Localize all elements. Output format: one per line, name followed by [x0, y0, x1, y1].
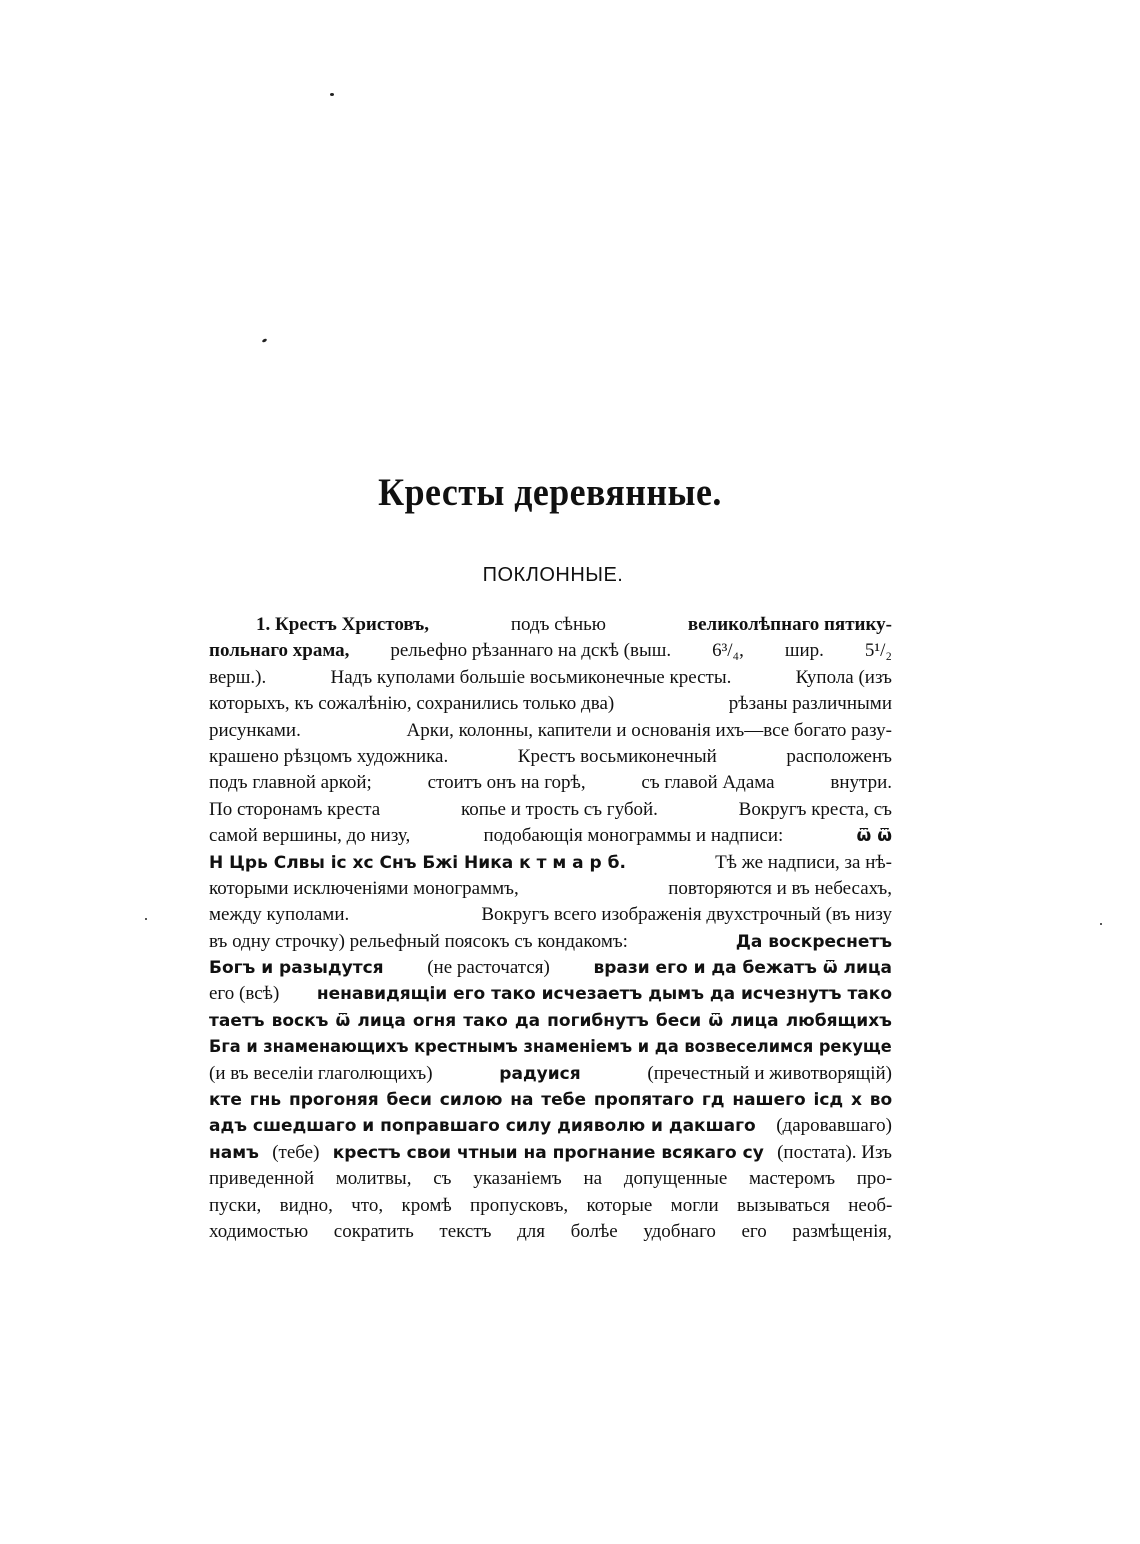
text-run: (постата). Изъ — [777, 1141, 892, 1163]
text-line — [209, 665, 892, 691]
text-run: расположенъ — [786, 745, 892, 767]
scan-speck — [330, 93, 334, 96]
text-run: польнаго храма, — [209, 640, 350, 662]
text-run: рисунками. — [209, 719, 301, 741]
text-run: крестъ свои чтныи на прогнание всякаго су — [332, 1142, 764, 1163]
text-run: подъ главной аркой; — [209, 772, 372, 794]
page-title: Кресты деревянные. — [378, 471, 722, 514]
text-run: самой вершины, до низу, — [209, 825, 411, 847]
body-text — [209, 612, 892, 1245]
text-run: (даровавшаго) — [776, 1115, 892, 1137]
text-run: (пречестный и животворящій) — [647, 1062, 892, 1084]
text-run: которыми исключеніями монограммъ, — [209, 877, 519, 899]
text-run: ненавидящіи его тако исчезаетъ дымъ да исчезнутъ тако — [316, 984, 892, 1005]
text-line — [209, 823, 892, 849]
text-run: радуися — [499, 1063, 581, 1084]
text-run: рельефно рѣзаннаго на дскѣ (выш. — [390, 640, 672, 662]
text-run: его (всѣ) — [209, 983, 280, 1005]
text-line — [209, 638, 892, 664]
text-run: въ одну строчку) рельефный поясокъ съ кондакомъ: — [209, 930, 628, 952]
text-line — [209, 1166, 892, 1192]
text-run: подъ сѣнью — [510, 614, 606, 635]
text-run: намъ — [209, 1142, 259, 1163]
text-line — [209, 744, 892, 770]
text-run: 6³/₄, — [712, 640, 744, 662]
text-line — [209, 1061, 892, 1087]
text-line — [209, 929, 892, 955]
text-run: ходимостью сократить текстъ для болѣе удобнаго его размѣщенія, — [209, 1220, 892, 1242]
text-line — [209, 770, 892, 796]
text-run: (не расточатся) — [427, 957, 550, 979]
text-line — [209, 1193, 892, 1219]
text-run: внутри. — [830, 772, 892, 794]
text-run: шир. — [784, 640, 824, 662]
text-line — [209, 1219, 892, 1245]
text-run: Вокругъ креста, съ — [738, 798, 892, 820]
text-run: (тебе) — [272, 1141, 320, 1163]
text-run: 5¹/₂ — [864, 640, 892, 662]
text-run: стоитъ онъ на горѣ, — [427, 772, 586, 794]
text-run: 1. Крестъ Христовъ, — [256, 614, 429, 635]
text-line — [209, 612, 892, 638]
text-run: пуски, видно, что, кромѣ пропусковъ, которые могли вызываться необ- — [209, 1194, 893, 1216]
text-run: между куполами. — [209, 904, 350, 926]
text-line — [209, 850, 892, 876]
section-heading: ПОКЛОННЫЕ. — [482, 564, 624, 586]
text-run: таетъ воскъ ѿ лица огня тако да погибнутъ беси ѿ лица любящихъ — [209, 1010, 892, 1031]
text-run: (и въ веселіи глаголющихъ) — [209, 1062, 433, 1084]
scan-speck — [1100, 923, 1102, 925]
text-run: Вокругъ всего изображенія двухстрочный (въ низу — [481, 904, 892, 926]
text-run: подобающія монограммы и надписи: — [483, 825, 784, 847]
text-run: Н Црь Слвы іс хс Снъ Бжі Ника к т м а р б. — [209, 852, 626, 873]
text-run: верш.). — [209, 666, 267, 688]
text-run: Бга и знаменающихъ крестнымъ знаменіемъ и да возвеселимся рекуще — [209, 1037, 892, 1058]
text-line — [209, 1034, 892, 1060]
text-run: которыхъ, къ сожалѣнію, сохранились только два) — [209, 693, 615, 715]
text-line — [209, 876, 892, 902]
text-line — [209, 1087, 892, 1113]
text-run: рѣзаны различными — [728, 693, 892, 715]
scan-speck — [145, 918, 147, 920]
text-run: Арки, колонны, капители и основанія ихъ—все богато разу- — [406, 719, 892, 741]
text-run: копье и трость съ губой. — [460, 798, 658, 820]
text-line — [209, 902, 892, 928]
text-line — [209, 1113, 892, 1139]
text-run: Да воскреснетъ — [735, 931, 892, 952]
text-run: врази его и да бежатъ ѿ лица — [593, 958, 892, 979]
text-run: приведенной молитвы, съ указаніемъ на допущенные мастеромъ про- — [209, 1168, 893, 1190]
text-run: Тѣ же надписи, за нѣ- — [715, 851, 892, 873]
text-run: Купола (изъ — [795, 666, 892, 688]
scan-speck — [262, 338, 268, 343]
text-run: Богъ и разыдутся — [209, 958, 384, 979]
text-line — [209, 691, 892, 717]
text-line — [209, 718, 892, 744]
text-line — [209, 797, 892, 823]
text-run: адъ сшедшаго и поправшаго силу дияволю и дакшаго — [209, 1116, 756, 1137]
text-line — [209, 1140, 892, 1166]
text-run: великолѣпнаго пятику- — [687, 614, 892, 635]
text-run: повторяются и въ небесахъ, — [668, 877, 892, 899]
text-line — [209, 1008, 892, 1034]
text-run: кте гнь прогоняя беси силою на тебе пропятаго гд нашего ісд х во — [209, 1090, 893, 1111]
text-line — [209, 981, 892, 1007]
text-run: Крестъ восьмиконечный — [517, 745, 717, 767]
text-run: ѿ ѿ — [856, 826, 892, 847]
text-run: крашено рѣзцомъ художника. — [209, 745, 449, 767]
text-run: Надъ куполами большіе восьмиконечные кресты. — [330, 666, 732, 688]
text-run: съ главой Адама — [641, 772, 775, 794]
text-run: По сторонамъ креста — [209, 798, 381, 820]
text-line — [209, 955, 892, 981]
